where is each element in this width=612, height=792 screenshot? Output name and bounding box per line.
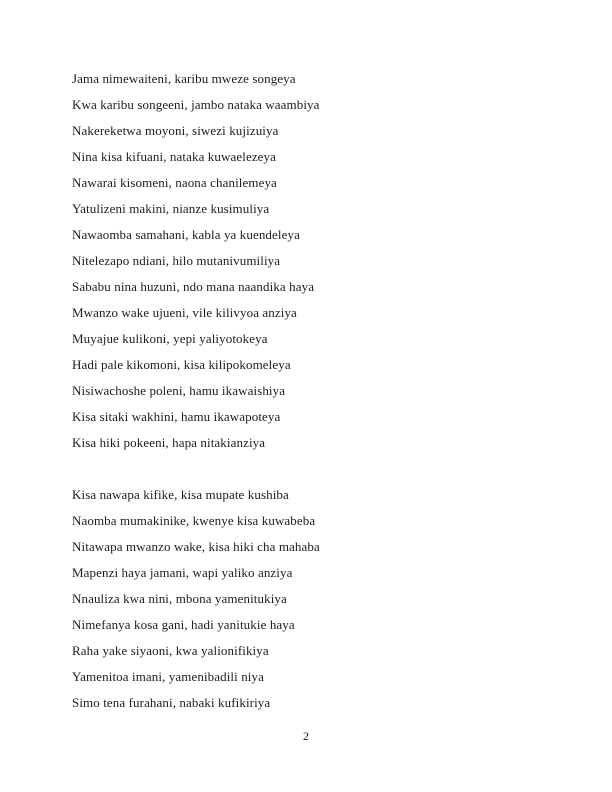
poem-line: Kisa sitaki wakhini, hamu ikawapoteya	[72, 409, 281, 424]
stanza	[72, 482, 552, 716]
poem-body	[72, 66, 552, 716]
poem-line: Nimefanya kosa gani, hadi yanitukie haya	[72, 617, 295, 632]
page-number: 2	[303, 729, 309, 743]
poem-line: Kisa nawapa kifike, kisa mupate kushiba	[72, 487, 289, 502]
poem-line: Yatulizeni makini, nianze kusimuliya	[72, 201, 270, 216]
stanza	[72, 66, 552, 456]
poem-line: Mapenzi haya jamani, wapi yaliko anziya	[72, 565, 293, 580]
poem-line: Nnauliza kwa nini, mbona yamenitukiya	[72, 591, 287, 606]
poem-line: Yamenitoa imani, yamenibadili niya	[72, 669, 264, 684]
poem-line: Jama nimewaiteni, karibu mweze songeya	[72, 71, 296, 86]
poem-line: Mwanzo wake ujueni, vile kilivyoa anziya	[72, 305, 297, 320]
poem-line: Nitawapa mwanzo wake, kisa hiki cha mahaba	[72, 539, 320, 554]
poem-line: Nawaomba samahani, kabla ya kuendeleya	[72, 227, 300, 242]
poem-line: Nisiwachoshe poleni, hamu ikawaishiya	[72, 383, 286, 398]
poem-line: Nawarai kisomeni, naona chanilemeya	[72, 175, 277, 190]
poem-line: Raha yake siyaoni, kwa yalionifikiya	[72, 643, 269, 658]
poem-line: Hadi pale kikomoni, kisa kilipokomeleya	[72, 357, 291, 372]
poem-line: Simo tena furahani, nabaki kufikiriya	[72, 695, 271, 710]
poem-line: Nakereketwa moyoni, siwezi kujizuiya	[72, 123, 279, 138]
poem-line: Sababu nina huzuni, ndo mana naandika haya	[72, 279, 315, 294]
poem-line: Muyajue kulikoni, yepi yaliyotokeya	[72, 331, 268, 346]
stanza-gap	[72, 456, 552, 482]
poem-line: Nina kisa kifuani, nataka kuwaelezeya	[72, 149, 277, 164]
poem-line: Nitelezapo ndiani, hilo mutanivumiliya	[72, 253, 281, 268]
page-footer	[0, 727, 612, 745]
poem-line: Kwa karibu songeeni, jambo nataka waambiya	[72, 97, 320, 112]
poem-line: Naomba mumakinike, kwenye kisa kuwabeba	[72, 513, 316, 528]
poem-line: Kisa hiki pokeeni, hapa nitakianziya	[72, 435, 266, 450]
